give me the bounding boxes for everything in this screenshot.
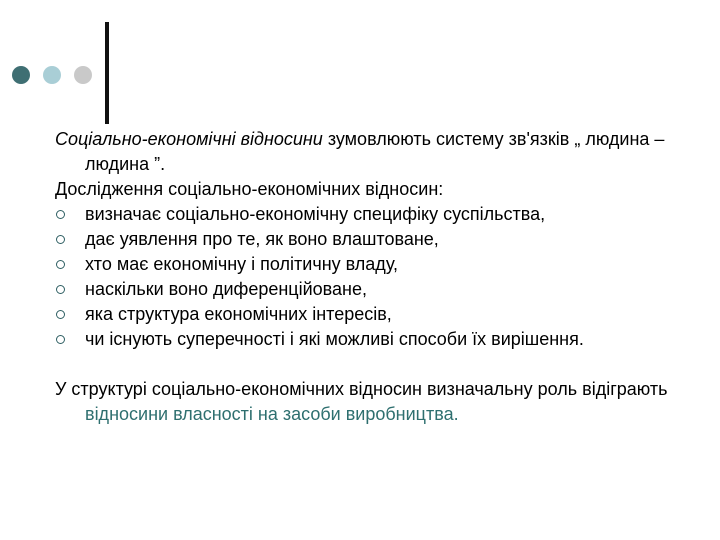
conclusion-paragraph [55,377,705,427]
list-item-text: визначає соціально-економічну специфіку суспільства, [85,204,546,224]
bullet-icon [56,235,65,244]
slide-content [55,127,705,427]
decor-dot-light-blue [43,66,61,84]
list-item [55,227,705,252]
list-item [55,202,705,227]
list-item [55,327,705,352]
research-heading: Дослідження соціально-економічних відносин: [55,179,444,199]
bullet-icon [56,335,65,344]
conclusion-highlight: відносини власності на засоби виробництва. [85,404,459,424]
decor-dot-gray [74,66,92,84]
list-item-text: яка структура економічних інтересів, [85,304,392,324]
intro-rest: зумовлюють систему зв'язків „ людина – людина ”. [85,129,665,174]
bullet-icon [56,310,65,319]
list-item [55,302,705,327]
bullet-list [55,202,705,352]
spacer [55,352,705,377]
bullet-icon [56,260,65,269]
list-item-text: чи існують суперечності і які можливі способи їх вирішення. [85,329,584,349]
list-item-text: наскільки воно диференційоване, [85,279,367,299]
decor-dot-dark [12,66,30,84]
list-item-text: хто має економічну і політичну владу, [85,254,399,274]
conclusion-text: У структурі соціально-економічних відносин визначальну роль відіграють [55,379,668,399]
intro-term: Соціально-економічні відносини [55,129,323,149]
list-item [55,252,705,277]
bullet-icon [56,210,65,219]
decor-vertical-line [105,22,109,124]
list-item [55,277,705,302]
list-item-text: дає уявлення про те, як воно влаштоване, [85,229,439,249]
intro-paragraph [55,127,705,177]
decor-dots [12,65,105,85]
bullet-icon [56,285,65,294]
